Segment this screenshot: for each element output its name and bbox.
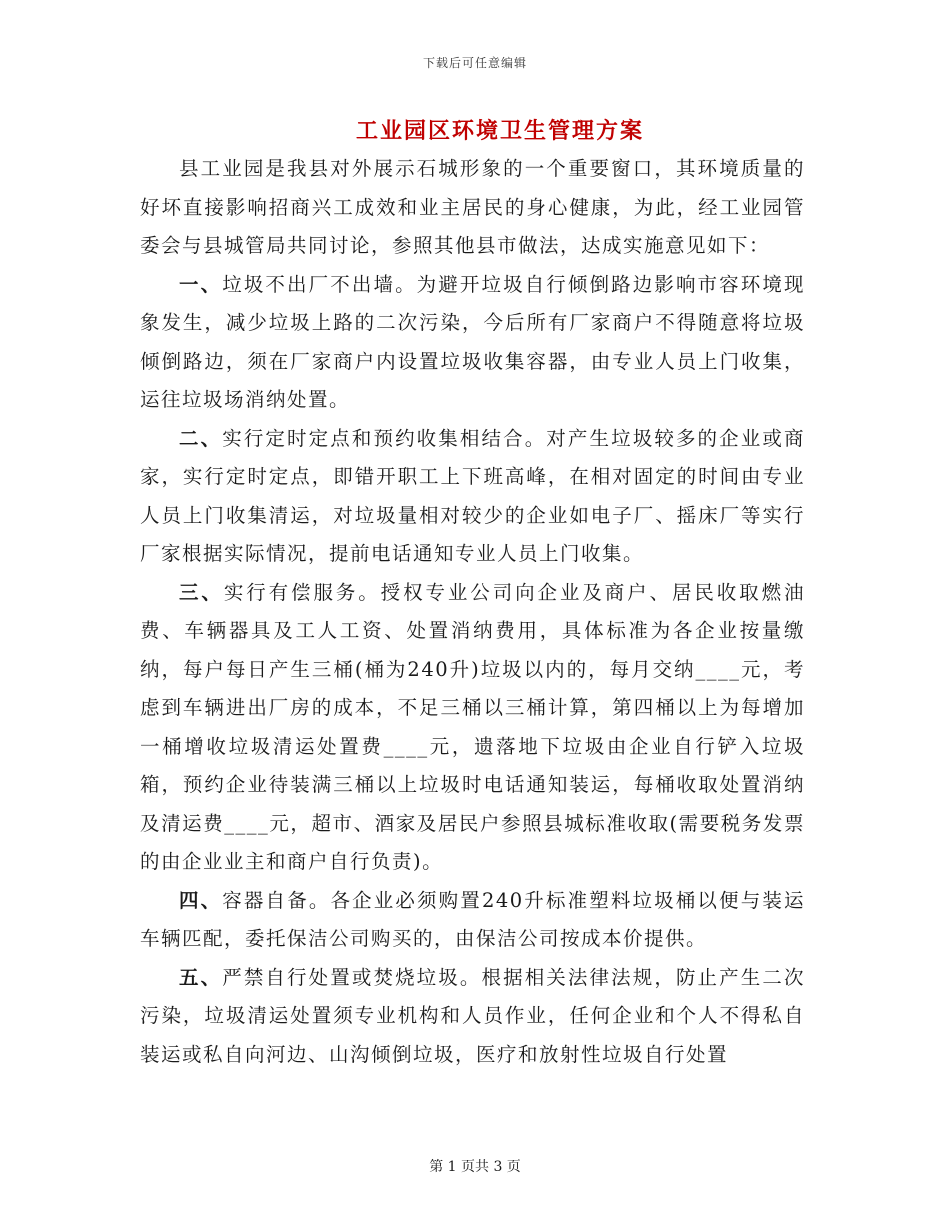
document-body (140, 150, 805, 1074)
section-heading-1: 一、 (179, 272, 223, 296)
header-note: 下载后可任意编辑 (422, 56, 527, 70)
section-paragraph-3 (140, 574, 805, 882)
section-text-4: 容器自备。各企业必须购置240升标准塑料垃圾桶以便与装运车辆匹配，委托保洁公司购买的，由保洁公司按成本价提供。 (140, 888, 805, 950)
section-heading-2: 二、 (179, 426, 223, 450)
section-paragraph-4 (140, 882, 805, 959)
document-title: 工业园区环境卫生管理方案 (355, 118, 644, 144)
page-number: 第 1 页共 3 页 (429, 1159, 521, 1175)
section-heading-3: 三、 (179, 580, 224, 604)
section-text-1: 垃圾不出厂不出墙。为避开垃圾自行倾倒路边影响市容环境现象发生，减少垃圾上路的二次污染，今后所有厂家商户不得随意将垃圾倾倒路边，须在厂家商户内设置垃圾收集容器，由专业人员上门收集，运往垃圾场消纳处置。 (140, 272, 805, 411)
section-paragraph-2 (140, 420, 805, 574)
section-text-3: 实行有偿服务。授权专业公司向企业及商户、居民收取燃油费、车辆器具及工人工资、处置消纳费用，具体标准为各企业按量缴纳，每户每日产生三桶(桶为240升)垃圾以内的，每月交纳____元，考虑到车辆进出厂房的成本，不足三桶以三桶计算，第四桶以上为每增加一桶增收垃圾清运处置费____元，遗落地下垃圾由企业自行铲入垃圾箱，预约企业待装满三桶以上垃圾时电话通知装运，每桶收取处置消纳及清运费____元，超市、酒家及居民户参照县城标准收取(需要税务发票的由企业业主和商户自行负责)。 (140, 580, 805, 873)
section-heading-4: 四、 (179, 888, 223, 912)
section-text-5: 严禁自行处置或焚烧垃圾。根据相关法律法规，防止产生二次污染，垃圾清运处置须专业机构和人员作业，任何企业和个人不得私自装运或私自向河边、山沟倾倒垃圾，医疗和放射性垃圾自行处置 (140, 965, 805, 1066)
intro-paragraph: 县工业园是我县对外展示石城形象的一个重要窗口，其环境质量的好坏直接影响招商兴工成效和业主居民的身心健康，为此，经工业园管委会与县城管局共同讨论，参照其他县市做法，达成实施意见如下： (140, 157, 805, 257)
section-paragraph-1 (140, 266, 805, 420)
section-paragraph-5 (140, 959, 805, 1075)
section-heading-5: 五、 (179, 965, 223, 989)
section-text-2: 实行定时定点和预约收集相结合。对产生垃圾较多的企业或商家，实行定时定点，即错开职工上下班高峰，在相对固定的时间由专业人员上门收集清运，对垃圾量相对较少的企业如电子厂、摇床厂等实行厂家根据实际情况，提前电话通知专业人员上门收集。 (140, 426, 805, 565)
